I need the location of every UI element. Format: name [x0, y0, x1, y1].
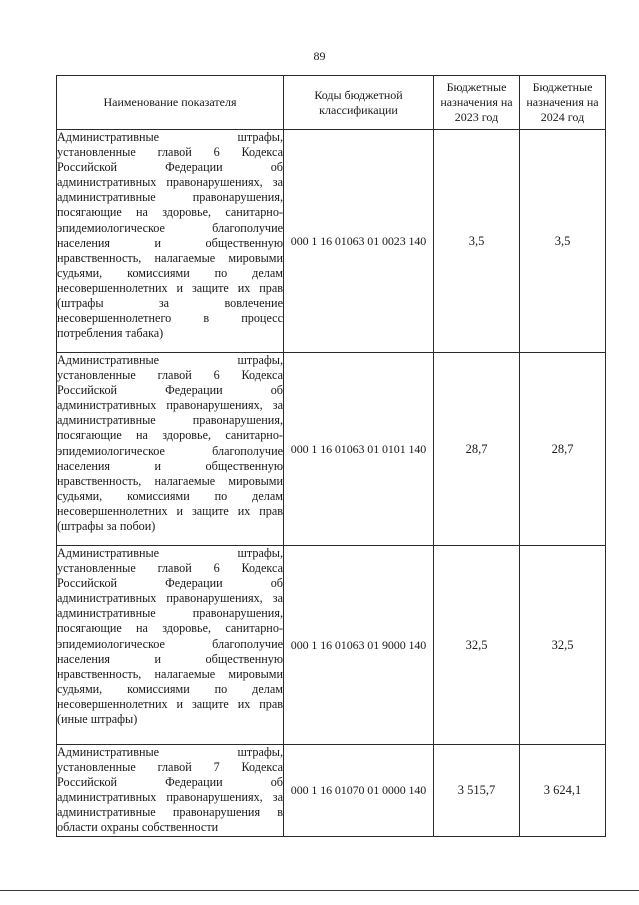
page-number: 89	[313, 49, 326, 63]
row-value-2024: 32,5	[520, 546, 606, 745]
row-value-2024: 3,5	[520, 130, 606, 353]
table-row	[57, 546, 606, 745]
table-header	[57, 76, 606, 130]
row-value-2024: 28,7	[520, 353, 606, 546]
header-2023: Бюджетные назначения на 2023 год	[434, 76, 520, 130]
header-indicator-name: Наименование показателя	[57, 76, 284, 130]
table-row	[57, 353, 606, 546]
header-row	[57, 76, 606, 130]
row-value-2023: 3,5	[434, 130, 520, 353]
table-body	[57, 130, 606, 837]
row-indicator-name: Административные штрафы, установленные главой 6 Кодекса Российской Федерации об административных правонарушениях, за административные правонарушения, посягающие на здоровье, санитарно-эпидемиологическое благополучие населения и общественную нравственность, налагаемые мировыми судьями, комиссиями по делам несовершеннолетних и защите их прав (штрафы за вовлечение несовершеннолетнего в процесс потребления табака)	[57, 130, 284, 353]
row-budget-code: 000 1 16 01063 01 0101 140	[284, 353, 434, 546]
row-value-2024: 3 624,1	[520, 745, 606, 837]
table-row	[57, 130, 606, 353]
row-budget-code: 000 1 16 01070 01 0000 140	[284, 745, 434, 837]
row-value-2023: 32,5	[434, 546, 520, 745]
row-value-2023: 28,7	[434, 353, 520, 546]
row-indicator-name: Административные штрафы, установленные главой 6 Кодекса Российской Федерации об административных правонарушениях, за административные правонарушения, посягающие на здоровье, санитарно-эпидемиологическое благополучие населения и общественную нравственность, налагаемые мировыми судьями, комиссиями по делам несовершеннолетних и защите их прав (иные штрафы)	[57, 546, 284, 745]
header-2024: Бюджетные назначения на 2024 год	[520, 76, 606, 130]
table-row	[57, 745, 606, 837]
row-value-2023: 3 515,7	[434, 745, 520, 837]
header-budget-code: Коды бюджетной классификации	[284, 76, 434, 130]
page-bottom-rule	[0, 890, 639, 891]
row-budget-code: 000 1 16 01063 01 0023 140	[284, 130, 434, 353]
row-budget-code: 000 1 16 01063 01 9000 140	[284, 546, 434, 745]
row-indicator-name: Административные штрафы, установленные главой 7 Кодекса Российской Федерации об административных правонарушениях, за административные правонарушения в области охраны собственности	[57, 745, 283, 835]
row-indicator-name: Административные штрафы, установленные главой 6 Кодекса Российской Федерации об административных правонарушениях, за административные правонарушения, посягающие на здоровье, санитарно-эпидемиологическое благополучие населения и общественную нравственность, налагаемые мировыми судьями, комиссиями по делам несовершеннолетних и защите их прав (штрафы за побои)	[57, 353, 284, 546]
budget-table	[56, 75, 606, 837]
